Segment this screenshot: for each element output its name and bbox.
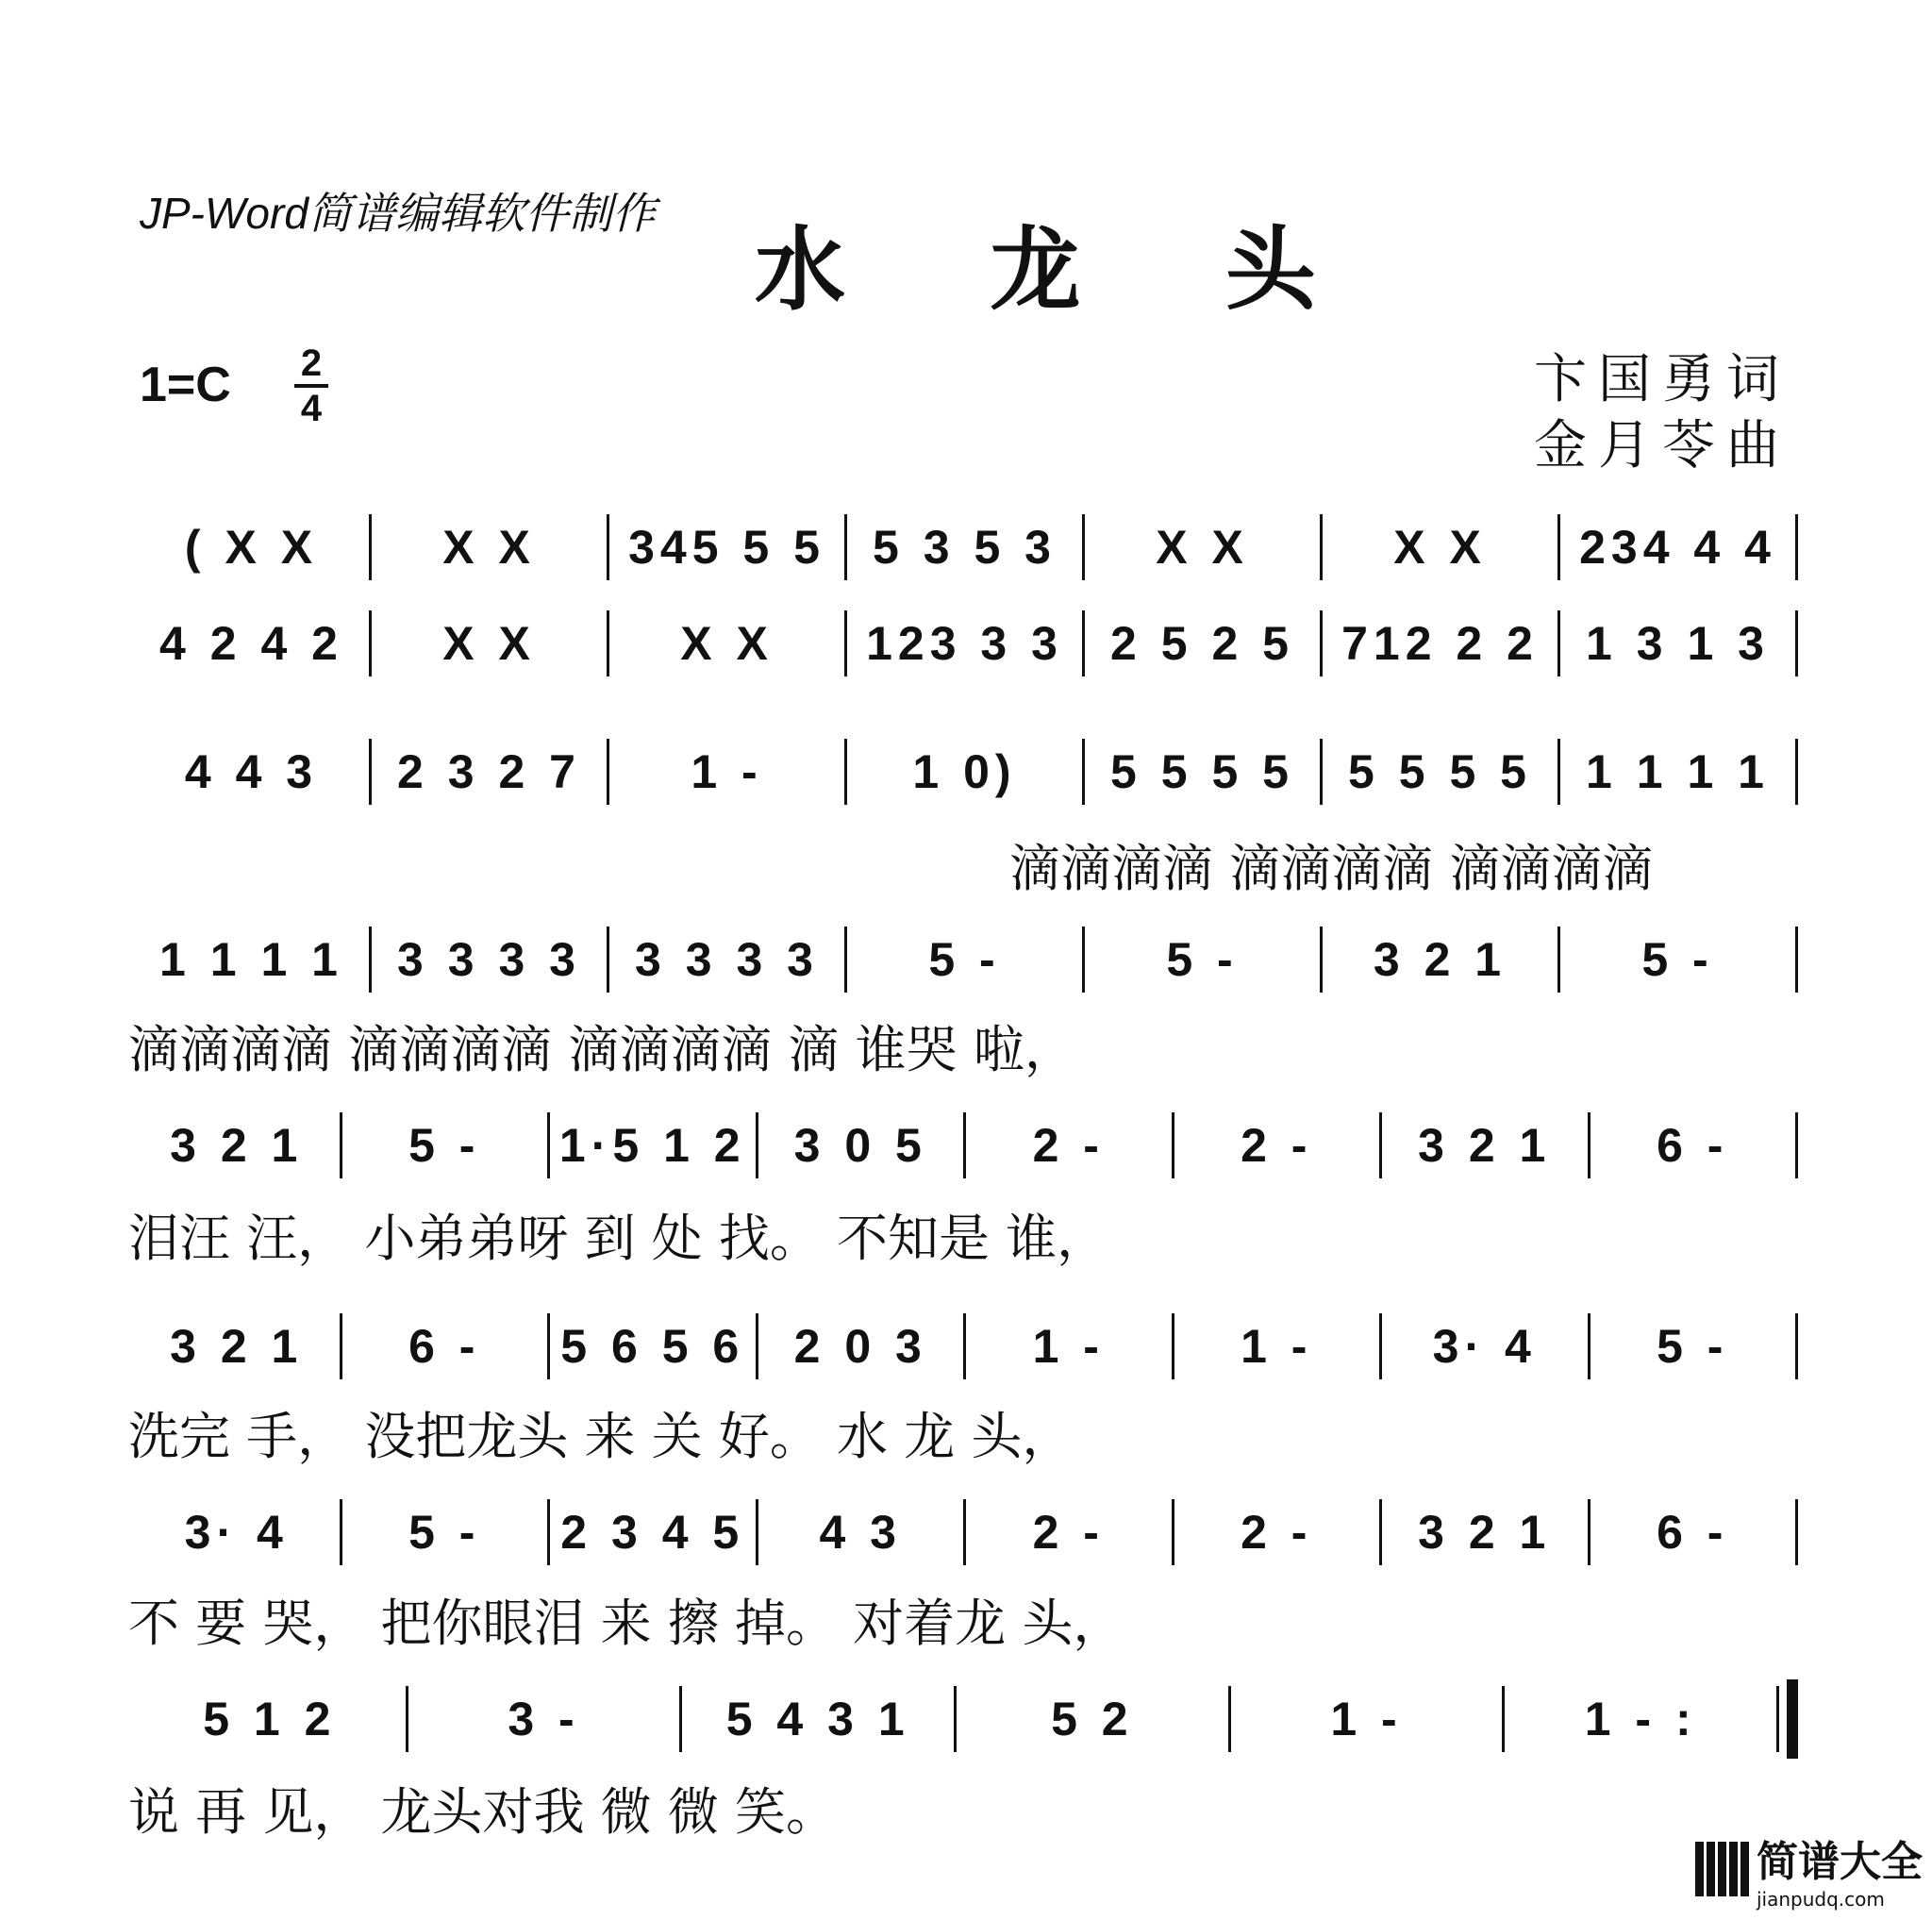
barline — [1795, 739, 1798, 805]
measure: 6 - — [1657, 1506, 1729, 1559]
measure: 3 - — [508, 1693, 580, 1745]
measure: 4 2 4 2 — [159, 617, 343, 670]
score-row — [134, 1316, 1798, 1377]
measure: 712 2 2 — [1341, 617, 1539, 670]
measure: 4 3 — [819, 1506, 902, 1559]
measure: 2 - — [1241, 1119, 1313, 1172]
key-signature: 1=C — [140, 358, 231, 412]
measure: 6 - — [1657, 1119, 1729, 1172]
measure: X X — [1393, 521, 1487, 574]
final-barline — [1787, 1679, 1798, 1759]
measure: 1 1 1 1 — [1586, 745, 1770, 798]
barline — [1795, 1499, 1798, 1565]
measure: 3· 4 — [184, 1506, 289, 1559]
composer-credit: 金月苓曲 — [1534, 415, 1790, 476]
measure: 4 4 3 — [184, 745, 319, 798]
lyricist-credit: 卞国勇词 — [1534, 349, 1790, 410]
measure: 5 5 5 5 — [1110, 745, 1294, 798]
song-title: 水 龙 头 — [755, 216, 1373, 323]
measure: 1 3 1 3 — [1586, 617, 1770, 670]
measure: 2 0 3 — [793, 1320, 927, 1373]
measure: 3 3 3 3 — [397, 933, 581, 986]
measure: 345 5 5 — [628, 521, 825, 574]
measure: 5 - — [1166, 933, 1239, 986]
measure: 5 3 5 3 — [873, 521, 1057, 574]
time-signature — [294, 344, 328, 427]
measure: 2 - — [1241, 1506, 1313, 1559]
score-row — [134, 1689, 1798, 1749]
lyric-line: 滴滴滴滴 滴滴滴滴 滴滴滴滴 滴 谁哭 啦， — [128, 1020, 1075, 1079]
measure: 5 - — [1657, 1320, 1729, 1373]
lyric-line: 不 要 哭， 把你眼泪 来 擦 掉。 对着龙 头， — [128, 1594, 1124, 1653]
measure: 5 6 5 6 — [560, 1320, 745, 1373]
measure: 2 - — [1032, 1506, 1105, 1559]
site-logo — [1695, 1828, 1923, 1911]
measure: 3 3 3 3 — [635, 933, 819, 986]
lyric-line: 泪汪 汪， 小弟弟呀 到 处 找。 不知是 谁， — [128, 1209, 1108, 1268]
barline — [1795, 927, 1798, 993]
time-signature-bottom: 4 — [300, 388, 323, 429]
measure: 2 - — [1032, 1119, 1105, 1172]
barline — [1795, 1112, 1798, 1178]
measure: X X — [442, 521, 536, 574]
measure: 1 0) — [912, 745, 1017, 798]
measure: 3 2 1 — [1418, 1506, 1552, 1559]
measure: 1 - — [691, 745, 763, 798]
measure: 3 0 5 — [793, 1119, 927, 1172]
score-row — [134, 742, 1798, 802]
lyric-line: 滴滴滴滴 滴滴滴滴 滴滴滴滴 — [1009, 839, 1654, 898]
score-row — [134, 1502, 1798, 1562]
measure: 5 - — [408, 1119, 481, 1172]
measure: 2 3 4 5 — [560, 1506, 745, 1559]
score-row — [134, 929, 1798, 990]
measure: 1·5 1 2 — [558, 1119, 746, 1172]
measure: 5 2 — [1051, 1693, 1134, 1745]
measure: 1 - — [1241, 1320, 1313, 1373]
time-signature-top: 2 — [300, 342, 323, 384]
measure: 1 - — [1032, 1320, 1105, 1373]
measure: 3· 4 — [1432, 1320, 1537, 1373]
measure: 3 2 1 — [170, 1119, 304, 1172]
measure: 1 - — [1330, 1693, 1403, 1745]
barline — [1795, 610, 1798, 676]
measure: 3 2 1 — [170, 1320, 304, 1373]
measure: 5 1 2 — [203, 1693, 337, 1745]
measure: 2 5 2 5 — [1110, 617, 1294, 670]
measure: 1 - : — [1584, 1693, 1697, 1745]
measure: 5 - — [928, 933, 1001, 986]
measure: 1 1 1 1 — [159, 933, 343, 986]
measure: X X — [680, 617, 774, 670]
measure: ( X X — [184, 521, 319, 574]
measure: 5 - — [408, 1506, 481, 1559]
measure: 5 4 3 1 — [725, 1693, 910, 1745]
measure: 2 3 2 7 — [397, 745, 581, 798]
score-row — [134, 1115, 1798, 1176]
software-credit: JP-Word简谱编辑软件制作 — [140, 189, 656, 238]
measure: 234 4 4 — [1579, 521, 1776, 574]
lyric-line: 洗完 手， 没把龙头 来 关 好。 水 龙 头， — [128, 1407, 1074, 1466]
measure: 5 - — [1641, 933, 1714, 986]
measure: 3 2 1 — [1418, 1119, 1552, 1172]
measure: 3 2 1 — [1373, 933, 1507, 986]
measure: X X — [442, 617, 536, 670]
barline — [1795, 514, 1798, 580]
measure: 123 3 3 — [866, 617, 1063, 670]
barline — [1776, 1686, 1779, 1752]
measure: 5 5 5 5 — [1348, 745, 1532, 798]
lyric-line: 说 再 见， 龙头对我 微 微 笑。 — [128, 1782, 837, 1842]
measure: X X — [1156, 521, 1249, 574]
logo-text: 简谱大全 — [1757, 1838, 1923, 1886]
measure: 6 - — [408, 1320, 481, 1373]
logo-url: jianpudq.com — [1757, 1888, 1885, 1911]
score-row — [134, 517, 1798, 577]
score-row — [134, 613, 1798, 674]
barline — [1795, 1313, 1798, 1379]
piano-keys-icon — [1695, 1842, 1749, 1896]
